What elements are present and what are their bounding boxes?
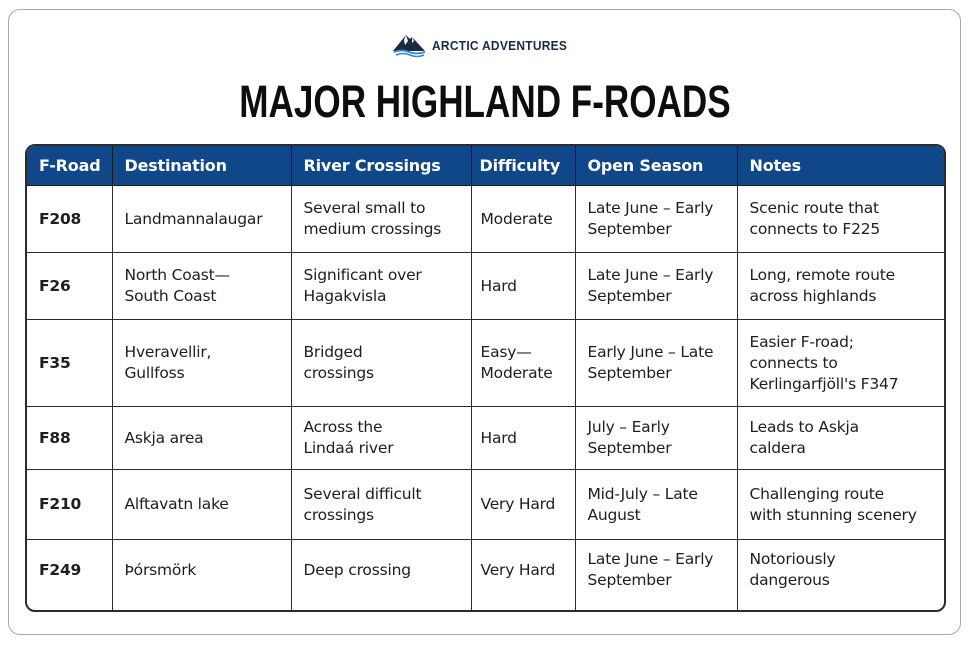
cell-river-crossings-line: crossings <box>303 364 374 382</box>
cell-river-crossings <box>291 407 471 470</box>
page-title: MAJOR HIGHLAND F-ROADS <box>239 76 731 127</box>
column-header-f-road: F-Road <box>27 146 112 186</box>
cell-river-crossings <box>291 253 471 320</box>
cell-notes-line: Notoriously <box>749 550 836 568</box>
cell-river-crossings <box>291 540 471 612</box>
cell-river-crossings-line: Bridged <box>303 343 363 361</box>
cell-open-season <box>575 470 737 540</box>
brand-name: ARCTIC ADVENTURES <box>431 37 567 53</box>
cell-notes-line: Long, remote route <box>749 266 895 284</box>
cell-difficulty <box>471 186 575 253</box>
cell-notes-line: connects to F225 <box>749 220 881 238</box>
cell-destination <box>112 540 291 612</box>
cell-open-season-line: August <box>587 505 641 524</box>
table-row <box>27 253 944 320</box>
cell-notes-line: Leads to Askja <box>749 418 859 436</box>
cell-destination-line: Askja area <box>124 428 204 447</box>
cell-difficulty-line: Very Hard <box>480 495 556 513</box>
cell-destination <box>112 407 291 470</box>
cell-river-crossings-line: medium crossings <box>303 220 442 238</box>
cell-notes-line: dangerous <box>749 571 830 589</box>
cell-difficulty-line: Easy— <box>480 343 532 361</box>
cell-destination-line: Alftavatn lake <box>124 495 229 513</box>
cell-notes-line: caldera <box>749 439 806 457</box>
cell-f-road: F208 <box>27 186 112 253</box>
cell-f-road: F35 <box>27 320 112 407</box>
table-row <box>27 320 944 407</box>
cell-river-crossings <box>291 320 471 407</box>
cell-destination-line: South Coast <box>124 287 217 305</box>
column-header-destination: Destination <box>112 146 291 186</box>
cell-destination <box>112 253 291 320</box>
cell-destination-line: Landmannalaugar <box>124 209 263 228</box>
cell-river-crossings-line: Significant over <box>303 266 422 284</box>
cell-destination <box>112 470 291 540</box>
cell-destination-line: Þórsmörk <box>124 561 197 579</box>
column-header-difficulty: Difficulty <box>471 146 575 186</box>
cell-notes-line: with stunning scenery <box>749 505 917 524</box>
cell-open-season-line: September <box>587 220 672 238</box>
cell-open-season-line: September <box>587 439 672 457</box>
cell-notes <box>737 320 944 407</box>
cell-difficulty-line: Very Hard <box>480 561 556 579</box>
cell-destination-line: North Coast— <box>124 266 230 284</box>
cell-open-season <box>575 253 737 320</box>
cell-notes-line: Challenging route <box>749 484 884 503</box>
cell-f-road: F26 <box>27 253 112 320</box>
table-row <box>27 407 944 470</box>
cell-river-crossings <box>291 186 471 253</box>
cell-river-crossings-line: crossings <box>303 505 374 524</box>
f-roads-table <box>25 144 946 612</box>
cell-notes <box>737 540 944 612</box>
cell-notes-line: Kerlingarfjöll's F347 <box>749 374 899 393</box>
cell-open-season-line: September <box>587 571 672 589</box>
cell-destination-line: Gullfoss <box>124 364 185 382</box>
cell-difficulty-line: Moderate <box>480 364 553 382</box>
cell-open-season <box>575 320 737 407</box>
cell-river-crossings-line: Deep crossing <box>303 561 411 579</box>
cell-destination-line: Hveravellir, <box>124 343 212 361</box>
cell-notes-line: across highlands <box>749 287 877 305</box>
table-header-row <box>27 146 944 186</box>
cell-notes <box>737 470 944 540</box>
cell-river-crossings <box>291 470 471 540</box>
cell-notes-line: Easier F-road; <box>749 332 854 351</box>
cell-f-road: F210 <box>27 470 112 540</box>
cell-open-season <box>575 407 737 470</box>
cell-open-season <box>575 540 737 612</box>
column-header-river-crossings: River Crossings <box>291 146 471 186</box>
cell-open-season-line: Late June – Early <box>587 266 714 284</box>
cell-difficulty-line: Hard <box>480 276 517 295</box>
column-header-notes: Notes <box>737 146 944 186</box>
cell-open-season-line: Mid-July – Late <box>587 484 698 503</box>
cell-difficulty <box>471 320 575 407</box>
cell-open-season-line: Late June – Early <box>587 199 714 217</box>
cell-notes <box>737 186 944 253</box>
cell-notes <box>737 253 944 320</box>
cell-open-season-line: September <box>587 287 672 305</box>
cell-destination <box>112 320 291 407</box>
cell-difficulty <box>471 470 575 540</box>
cell-open-season-line: Late June – Early <box>587 550 714 568</box>
cell-difficulty <box>471 253 575 320</box>
cell-river-crossings-line: Across the <box>303 418 383 436</box>
cell-open-season-line: September <box>587 364 672 382</box>
cell-river-crossings-line: Lindaá river <box>303 439 394 457</box>
cell-difficulty <box>471 540 575 612</box>
table-row <box>27 186 944 253</box>
cell-f-road: F249 <box>27 540 112 612</box>
cell-open-season <box>575 186 737 253</box>
cell-notes-line: connects to <box>749 353 838 372</box>
cell-destination <box>112 186 291 253</box>
cell-difficulty-line: Hard <box>480 428 517 447</box>
cell-notes <box>737 407 944 470</box>
brand-header <box>0 30 970 60</box>
column-header-open-season: Open Season <box>575 146 737 186</box>
cell-open-season-line: July – Early <box>587 418 670 436</box>
cell-river-crossings-line: Several difficult <box>303 484 422 503</box>
cell-open-season-line: Early June – Late <box>587 343 714 361</box>
cell-difficulty-line: Moderate <box>480 209 553 228</box>
mountain-wave-logo-icon <box>392 32 426 58</box>
cell-notes-line: Scenic route that <box>749 199 879 217</box>
table-row <box>27 540 944 612</box>
cell-difficulty <box>471 407 575 470</box>
cell-river-crossings-line: Hagakvisla <box>303 287 387 305</box>
cell-f-road: F88 <box>27 407 112 470</box>
table-row <box>27 470 944 540</box>
cell-river-crossings-line: Several small to <box>303 199 426 217</box>
